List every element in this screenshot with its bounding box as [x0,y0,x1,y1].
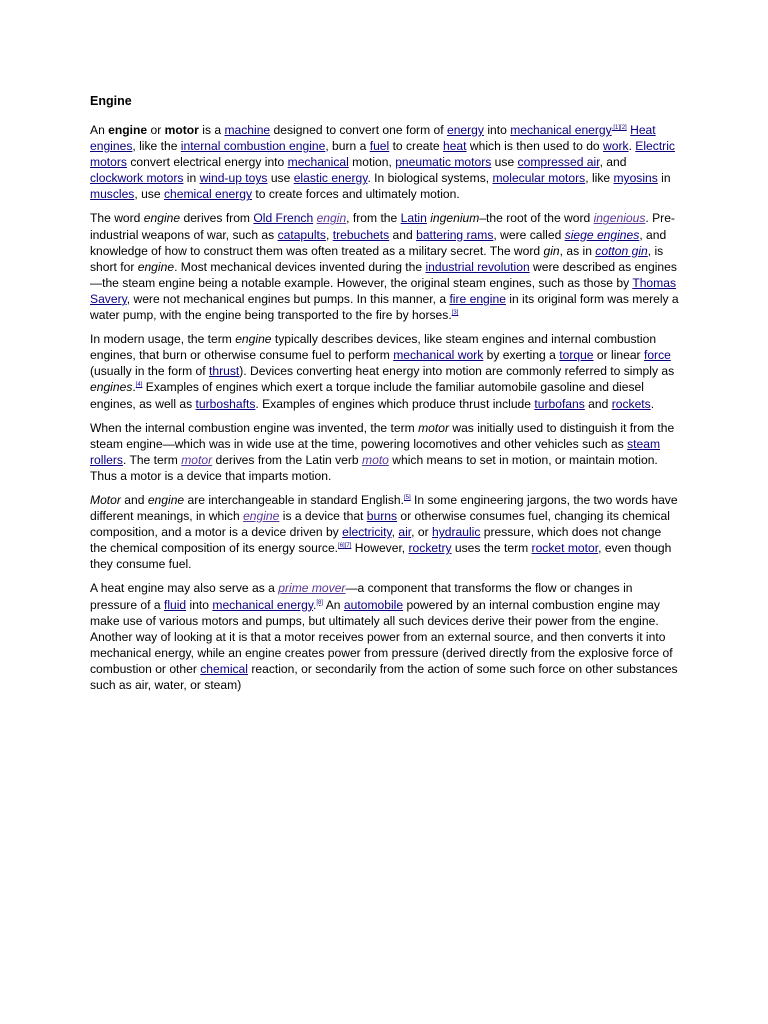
article-link[interactable]: thrust [208,364,240,379]
text-run: , like the [132,139,181,154]
article-link[interactable]: Thomas Savery [90,275,676,306]
article-body [90,122,680,693]
text-run: ). Devices converting heat energy into motion are commonly referred to simply as [239,364,675,379]
article-link[interactable]: ingenious [593,211,646,226]
paragraph [90,492,680,572]
text-run: and [120,492,148,507]
article-link[interactable]: motor [181,452,213,467]
text-run: , and knowledge of how to construct them was often treated as a military secret. The word [90,227,667,258]
text-run: . The term [122,452,182,467]
article [90,93,680,701]
article-link[interactable]: battering rams [416,227,494,242]
article-link[interactable]: rockets [611,396,651,411]
article-link[interactable]: turboshafts [195,396,256,411]
text-run: motor [164,123,199,137]
article-link[interactable]: compressed air [517,155,600,170]
article-link[interactable]: rocketry [408,541,452,556]
text-run: . [650,396,655,411]
article-link[interactable]: mechanical work [393,348,484,363]
citation-link[interactable]: [8] [316,599,324,606]
article-link[interactable]: automobile [343,597,404,612]
article-link[interactable]: mechanical energy [212,597,313,612]
article-link[interactable]: molecular motors [492,171,586,186]
article-link[interactable]: engine [243,509,280,524]
text-run: , were not mechanical engines but pumps. In this manner, a [126,291,450,306]
text-run: powered by an internal combustion engine may make use of various motors and pumps, but ultimately all such devices derive their power from the engine. Another way of looking at it is that a motor receives power from an external source, and then converts it into mechanical energy, while an engine creates power from pressure (derived directly from the explosive force of combustion or other [90,597,673,676]
paragraph [90,580,680,693]
article-link[interactable]: wind-up toys [199,171,268,186]
text-run: –the root of the word [479,211,594,226]
text-run: to create forces and ultimately motion. [252,187,460,202]
text-run: to create [389,139,443,154]
article-link[interactable]: turbofans [534,396,585,411]
text-run: , were called [493,227,565,242]
text-run: and [389,227,417,242]
text-run: is a device that [279,509,367,524]
text-run: which is then used to do [466,139,604,154]
article-link[interactable]: energy [446,123,484,137]
text-run: or otherwise consumes fuel, changing its chemical composition, and a motor is a device driven by [90,509,670,540]
citation-link[interactable]: [6] [338,543,345,550]
text-run: into [483,123,511,137]
article-link[interactable]: air [398,525,412,540]
text-run: use [491,155,518,170]
text-run: In some engineering jargons, the two words have different meanings, in which [90,492,678,524]
article-link[interactable]: chemical energy [163,187,253,202]
article-link[interactable]: internal combustion engine [180,139,326,154]
article-link[interactable]: rocket motor [531,541,599,556]
text-run: or linear [593,348,644,363]
article-link[interactable]: machine [224,123,271,137]
text-run: and [584,396,612,411]
text-run: were described as engines—the steam engine being a notable example. However, the original steam engines, such as those by [90,259,677,290]
article-link[interactable]: muscles [90,187,135,202]
text-run: or [147,123,165,137]
text-run: . Pre-industrial weapons of war, such as [90,211,675,242]
text-run: engine [235,332,272,347]
citation-link[interactable]: [4] [135,382,143,389]
citation-link[interactable]: [5] [404,494,411,501]
paragraph [90,420,680,484]
article-link[interactable]: mechanical [287,155,349,170]
text-run: in [183,171,200,186]
article-link[interactable]: moto [362,452,389,467]
article-link[interactable]: burns [366,509,398,524]
article-link[interactable]: electricity [342,525,392,540]
text-run: use [267,171,294,186]
text-run: , and [599,155,627,170]
article-link[interactable]: myosins [613,171,658,186]
citation-link[interactable]: [7] [344,543,352,550]
text-run: , is short for [90,243,664,274]
article-link[interactable]: siege engines [564,227,640,242]
text-run: derives from the Latin verb [212,452,363,467]
text-run: reaction, or secondarily from the action of some such force on other substances such as air, water, or steam) [90,661,678,692]
text-run: was initially used to distinguish it from the steam engine—which was in wide use at the time, powering locomotives and other vehicles such as [90,420,675,451]
text-run: derives from [180,211,254,226]
text-run: are interchangeable in standard English. [184,492,405,507]
text-run: , burn a [325,139,370,154]
citation-link[interactable]: .[1] [611,125,621,131]
text-run: —a component that transforms the flow or changes in pressure of a [90,581,633,612]
article-link[interactable]: heat [442,139,467,154]
article-link[interactable]: cotton gin [595,243,648,258]
article-link[interactable]: prime mover [278,581,346,596]
text-run: engine [143,211,181,226]
article-link[interactable]: Old French [253,211,314,226]
text-run: motor [418,420,449,435]
text-run: Motor [90,492,121,507]
text-run: pressure, which does not change the chemical composition of its energy source. [90,525,662,556]
article-link[interactable]: chemical [200,661,248,676]
text-run: engine [147,492,185,507]
text-run: , as in [559,243,596,258]
text-run: An [323,597,344,612]
article-link[interactable]: fire engine [449,291,506,306]
article-link[interactable]: torque [559,348,594,363]
text-run: . [132,380,136,395]
text-run: engine [108,123,148,137]
text-run: uses the term [451,541,532,556]
article-link[interactable]: catapults [277,227,326,242]
article-link[interactable]: Latin [400,211,427,226]
text-run: However, [351,541,409,556]
text-run: , from the [346,211,401,226]
text-run: , or [411,525,432,540]
text-run: convert electrical energy into [126,155,288,170]
article-link[interactable]: Electric motors [90,139,675,170]
text-run: An [90,123,109,137]
text-run: typically describes devices, like steam engines and internal combustion engines, that burn or otherwise consume fuel to perform [90,332,657,363]
text-run: . [628,139,636,154]
text-run: , [391,525,399,540]
text-run: engines [90,380,133,395]
text-run: into [186,597,213,612]
article-link[interactable]: force [643,348,671,363]
text-run: is a [198,123,225,137]
paragraph [90,210,680,323]
text-run: , use [134,187,164,202]
paragraph [90,331,680,411]
text-run: , like [585,171,614,186]
text-run: ingenium [430,211,480,226]
article-link[interactable]: elastic energy [293,171,368,186]
text-run: Examples of engines which exert a torque include the familiar automobile gasoline and diesel engines, as well as [90,380,644,411]
article-link[interactable]: mechanical energy [510,123,612,137]
text-run: The word [90,211,144,226]
article-link[interactable]: industrial revolution [425,259,530,274]
article-link[interactable]: pneumatic motors [395,155,492,170]
text-run: which means to set in motion, or maintain motion. Thus a motor is a device that imparts motion. [90,452,658,483]
article-link[interactable]: hydraulic [431,525,481,540]
text-run: . [313,597,317,612]
article-link[interactable]: Heat engines [90,123,656,154]
text-run: . Examples of engines which produce thrust include [255,396,535,411]
text-run: In modern usage, the term [90,332,236,347]
citation-link[interactable]: [2] [620,125,627,131]
article-link[interactable]: engin [316,211,347,226]
text-run: When the internal combustion engine was invented, the term [90,420,419,435]
text-run: designed to convert one form of [270,123,447,137]
paragraph [90,122,680,202]
text-run: (usually in the form of [90,364,209,379]
article-link[interactable]: fuel [369,139,390,154]
text-run: A heat engine may also serve as a [90,581,279,596]
text-run: , [325,227,333,242]
text-run: in its original form was merely a water pump, with the engine being transported to the fire by horses. [90,291,679,323]
article-link[interactable]: clockwork motors [90,171,184,186]
text-run: gin [543,243,560,258]
text-run: motion, [348,155,396,170]
text-run: , even though they consume fuel. [90,541,672,572]
text-run: engine [137,259,175,274]
article-link[interactable]: trebuchets [332,227,390,242]
text-run: . In biological systems, [367,171,493,186]
text-run: by exerting a [483,348,560,363]
text-run: . Most mechanical devices invented during the [174,259,426,274]
article-link[interactable]: steam rollers [90,436,661,467]
article-link[interactable]: work [603,139,629,154]
article-link[interactable]: fluid [163,597,187,612]
page-title: Engine [90,94,132,108]
citation-link[interactable]: [3] [451,310,459,317]
text-run: in [657,171,671,186]
